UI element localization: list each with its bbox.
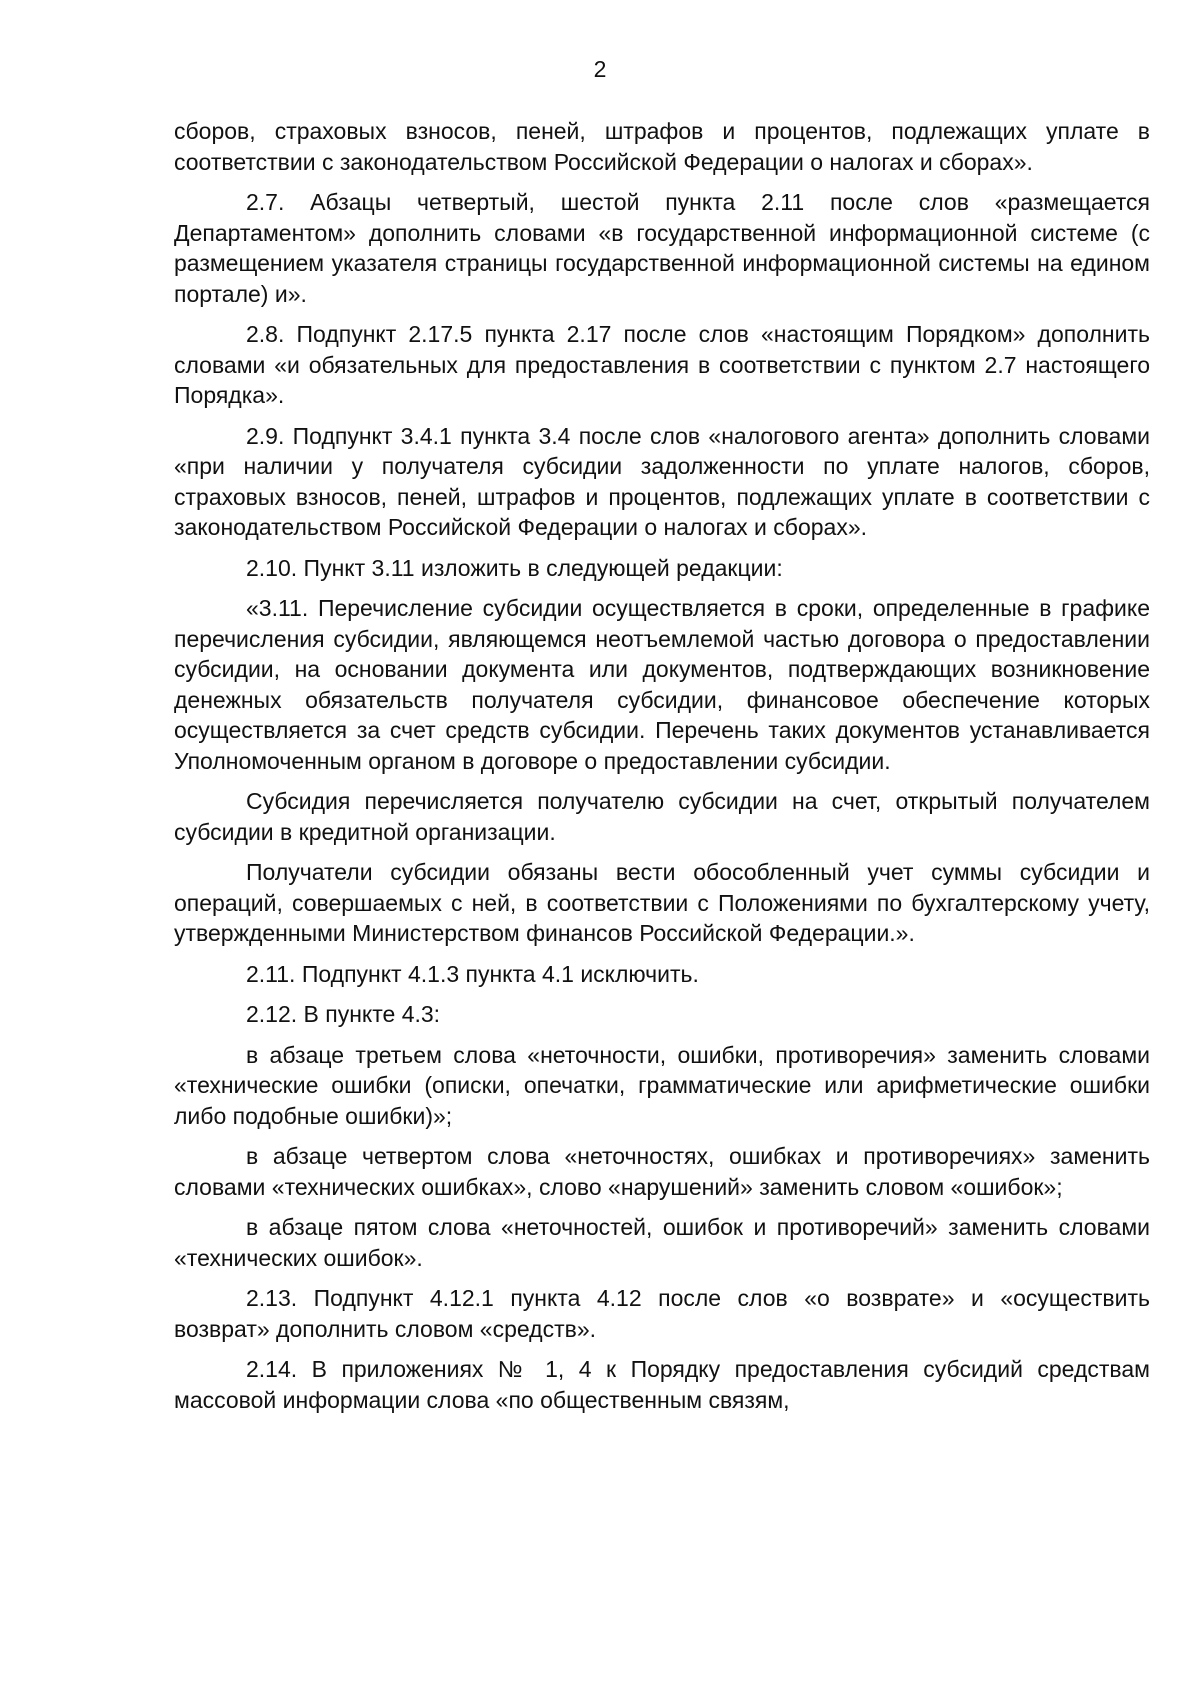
paragraph-subsidy-transfer: Субсидия перечисляется получателю субсидии на счет, открытый получателем субсидии в кредитной организации.: [174, 788, 1150, 845]
paragraph-separate-accounting: Получатели субсидии обязаны вести обособленный учет суммы субсидии и операций, совершаемых с ней, в соответствии с Положениями по бухгалтерскому учету, утвержденными Министерством финансов Российской Федерации.».: [174, 859, 1150, 946]
page-number: 2: [593, 56, 607, 82]
paragraph-2-7: 2.7. Абзацы четвертый, шестой пункта 2.11 после слов «размещается Департаментом» дополнить словами «в государственной информационной системе (с размещением указателя страницы государственной информационной системы на едином портале) и».: [174, 189, 1150, 307]
paragraph-2-11: 2.11. Подпункт 4.1.3 пункта 4.1 исключить.: [246, 960, 699, 987]
paragraph-2-9: 2.9. Подпункт 3.4.1 пункта 3.4 после слов «налогового агента» дополнить словами «при наличии у получателя субсидии задолженности по уплате налогов, сборов, страховых взносов, пеней, штрафов и процентов, подлежащих уплате в соответствии с законодательством Российской Федерации о налогах и сборах».: [174, 422, 1150, 540]
paragraph-continuation: сборов, страховых взносов, пеней, штрафов и процентов, подлежащих уплате в соответствии с законодательством Российской Федерации о налогах и сборах».: [174, 118, 1150, 175]
paragraph-2-10: 2.10. Пункт 3.11 изложить в следующей редакции:: [246, 554, 783, 581]
paragraph-2-13: 2.13. Подпункт 4.12.1 пункта 4.12 после слов «о возврате» и «осуществить возврат» дополнить словом «средств».: [174, 1285, 1150, 1342]
document-body: [174, 116, 1150, 1415]
paragraph-4-3-third: в абзаце третьем слова «неточности, ошибки, противоречия» заменить словами «технические ошибки (описки, опечатки, грамматические или арифметические ошибки либо подобные ошибки)»;: [174, 1041, 1150, 1129]
paragraph-2-12: 2.12. В пункте 4.3:: [246, 1001, 441, 1027]
paragraph-4-3-fifth: в абзаце пятом слова «неточностей, ошибок и противоречий» заменить словами «технических ошибок».: [174, 1214, 1150, 1271]
paragraph-3-11-quote: «3.11. Перечисление субсидии осуществляется в сроки, определенные в графике перечисления субсидии, являющемся неотъемлемой частью договора о предоставлении субсидии, на основании документа или документов, подтверждающих возникновение денежных обязательств получателя субсидии, финансовое обеспечение которых осуществляется за счет средств субсидии. Перечень таких документов устанавливается Уполномоченным органом в договоре о предоставлении субсидии.: [174, 595, 1150, 774]
paragraph-4-3-fourth: в абзаце четвертом слова «неточностях, ошибках и противоречиях» заменить словами «технических ошибках», слово «нарушений» заменить словом «ошибок»;: [174, 1143, 1150, 1200]
paragraph-2-8: 2.8. Подпункт 2.17.5 пункта 2.17 после слов «настоящим Порядком» дополнить словами «и обязательных для предоставления в соответствии с пунктом 2.7 настоящего Порядка».: [174, 321, 1150, 408]
paragraph-2-14: 2.14. В приложениях № 1, 4 к Порядку предоставления субсидий средствам массовой информации слова «по общественным связям,: [174, 1356, 1150, 1413]
